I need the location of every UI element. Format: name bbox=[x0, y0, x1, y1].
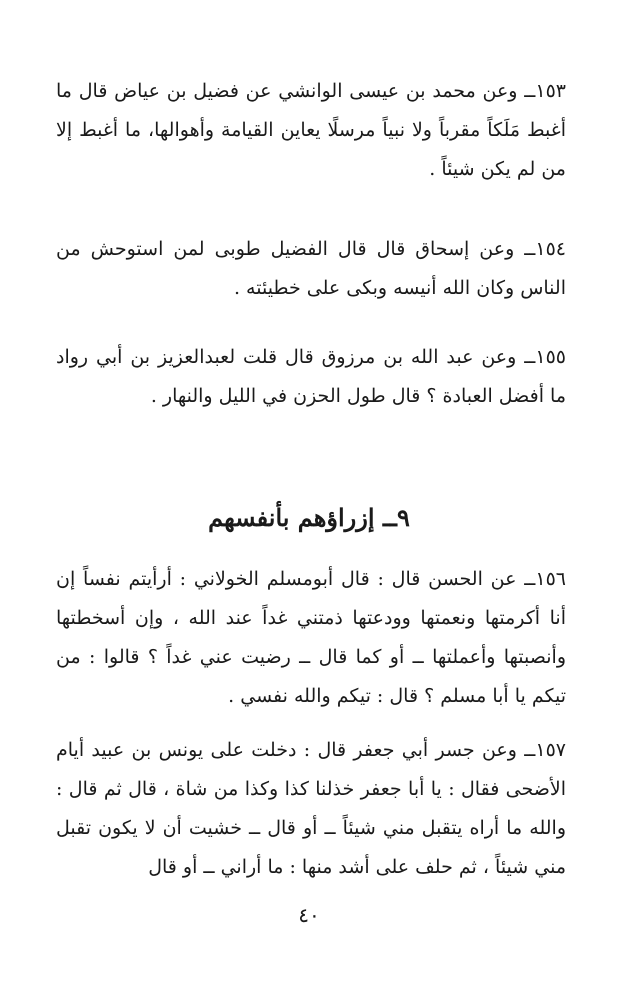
paragraph-text: ١٥٣ــ وعن محمد بن عيسى الوانشي عن فضيل بن عياض قال ما أغبط مَلَكاً مقرباً ولا نبياً مرسلًا يعاين القيامة وأهوالها، ما أغبط إلا من لم يكن شيئاً . bbox=[56, 80, 566, 180]
paragraph-text: ١٥٧ــ وعن جسر أبي جعفر قال : دخلت على يونس بن عبيد أيام الأضحى فقال : يا أبا جعفر خذلنا كذا وكذا من شاة ، قال ثم قال : والله ما أراه يتقبل مني شيئاً ــ أو قال ــ خشيت أن لا يكون تقبل مني شيئاً ، ثم حلف على أشد منها : ما أراني ــ أو قال bbox=[56, 739, 566, 878]
paragraph-153 bbox=[56, 72, 566, 189]
paragraph-156 bbox=[56, 560, 566, 716]
paragraph-155 bbox=[56, 338, 566, 416]
paragraph-text: ١٥٥ــ وعن عبد الله بن مرزوق قال قلت لعبدالعزيز بن أبي رواد ما أفضل العبادة ؟ قال طول الحزن في الليل والنهار . bbox=[56, 346, 566, 407]
paragraph-154 bbox=[56, 230, 566, 308]
paragraph-text: ١٥٦ــ عن الحسن قال : قال أبومسلم الخولاني : أرأيتم نفساً إن أنا أكرمتها ونعمتها وودعتها ذمتني غداً عند الله ، وإن أسخطتها وأنصبتها وأعملتها ــ أو كما قال ــ رضيت عني غداً ؟ قالوا : من تيكم يا أبا مسلم ؟ قال : تيكم والله نفسي . bbox=[56, 568, 566, 707]
paragraph-157 bbox=[56, 731, 566, 887]
section-heading: ٩ــ إزراؤهم بأنفسهم bbox=[208, 502, 410, 532]
page-number: ٤٠ bbox=[298, 903, 320, 927]
paragraph-text: ١٥٤ــ وعن إسحاق قال قال الفضيل طوبى لمن استوحش من الناس وكان الله أنيسه وبكى على خطيئته . bbox=[56, 238, 566, 299]
